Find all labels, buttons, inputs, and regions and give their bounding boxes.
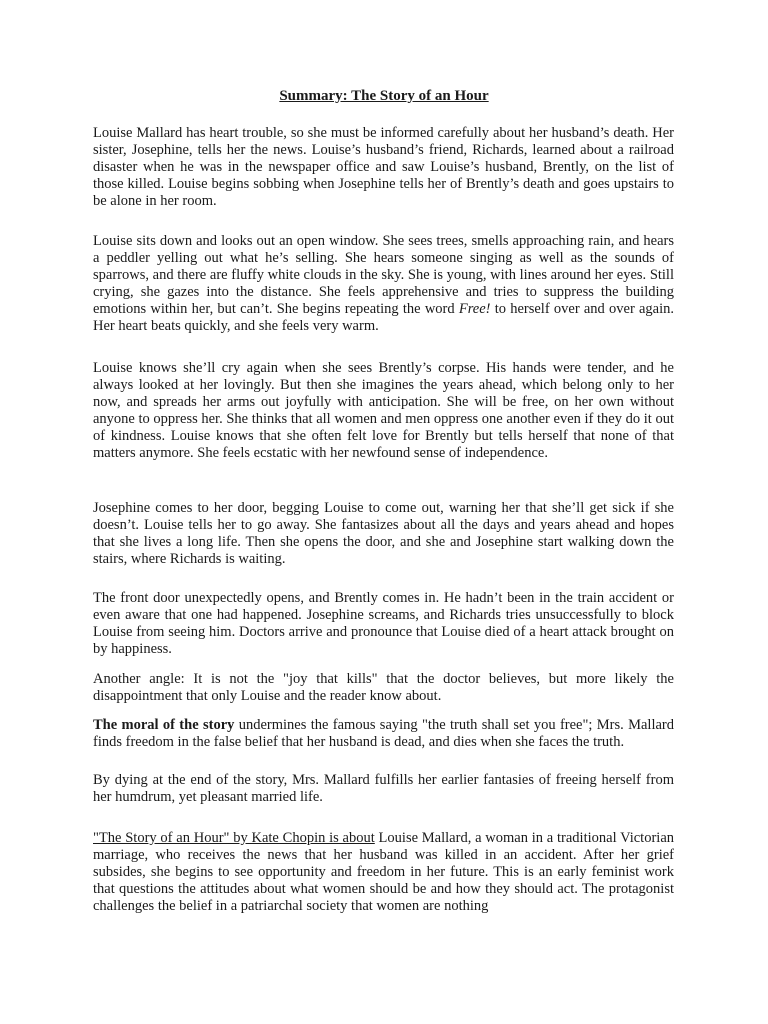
moral-text: undermines the famous saying "the truth shall set you free"; Mrs. Mallard finds freedom in the false belief that her husband is dead, and dies when she faces the truth. <box>93 717 674 750</box>
moral-heading: The moral of the story <box>93 717 235 733</box>
paragraph-another-angle: Another angle: It is not the "joy that kills" that the doctor believes, but more likely the disappointment that only Louise and the reader know about. <box>93 671 674 704</box>
paragraph-3: Louise knows she’ll cry again when she sees Brently’s corpse. His hands were tender, and he always looked at her lovingly. But then she imagines the years ahead, which belong only to her now, and spreads her arms out joyfully with anticipation. She will be free, on her own without anyone to oppress her. She thinks that all women and men oppress one another even if they do it out of kindness. Louise knows that she often felt love for Brently but tells herself that none of that matters anymore. She feels ecstatic with her newfound sense of independence. <box>93 360 674 461</box>
paragraph-1: Louise Mallard has heart trouble, so she must be informed carefully about her husband’s death. Her sister, Josephine, tells her the news. Louise’s husband’s friend, Richards, learned about a railroad disaster when he was in the newspaper office and saw Louise’s husband, Brently, on the list of those killed. Louise begins sobbing when Josephine tells her of Brently’s death and goes upstairs to be alone in her room. <box>93 125 674 209</box>
about-text: Louise Mallard, a woman in a traditional Victorian marriage, who receives the news that her husband was killed in an accident. After her grief subsides, she begins to see opportunity and freedom in her future. This is an early feminist work that questions the attitudes about what women should be and how they should act. The protagonist challenges the belief in a patriarchal society that women are nothing <box>93 830 675 914</box>
paragraph-2-text-a: Louise sits down and looks out an open window. She sees trees, smells approaching rain, and hears a peddler yelling out what he’s selling. She hears someone singing as well as the sounds of sparrows, and there are fluffy white clouds in the sky. She is young, with lines around her eyes. Still crying, she gazes into the distance. She feels apprehensive and tries to suppress the building emotions within her, but can’t. She begins repeating the word <box>93 233 674 317</box>
paragraph-moral <box>93 717 674 751</box>
paragraph-by-dying: By dying at the end of the story, Mrs. Mallard fulfills her earlier fantasies of freeing herself from her humdrum, yet pleasant married life. <box>93 772 674 805</box>
paragraph-2 <box>93 233 674 335</box>
paragraph-2-italic-word: Free! <box>458 301 491 317</box>
paragraph-2-text-b: to herself over and over again. Her heart beats quickly, and she feels very warm. <box>93 301 675 334</box>
story-link[interactable]: "The Story of an Hour" by Kate Chopin is about <box>93 830 375 846</box>
paragraph-about <box>93 830 674 915</box>
paragraph-5: The front door unexpectedly opens, and Brently comes in. He hadn’t been in the train accident or even aware that one had happened. Josephine screams, and Richards tries unsuccessfully to block Louise from seeing him. Doctors arrive and pronounce that Louise died of a heart attack brought on by happiness. <box>93 590 674 657</box>
page-title: Summary: The Story of an Hour <box>279 88 489 104</box>
paragraph-4: Josephine comes to her door, begging Louise to come out, warning her that she’ll get sick if she doesn’t. Louise tells her to go away. She fantasizes about all the days and years ahead and hopes that she lives a long life. Then she opens the door, and she and Josephine start walking down the stairs, where Richards is waiting. <box>93 500 674 567</box>
